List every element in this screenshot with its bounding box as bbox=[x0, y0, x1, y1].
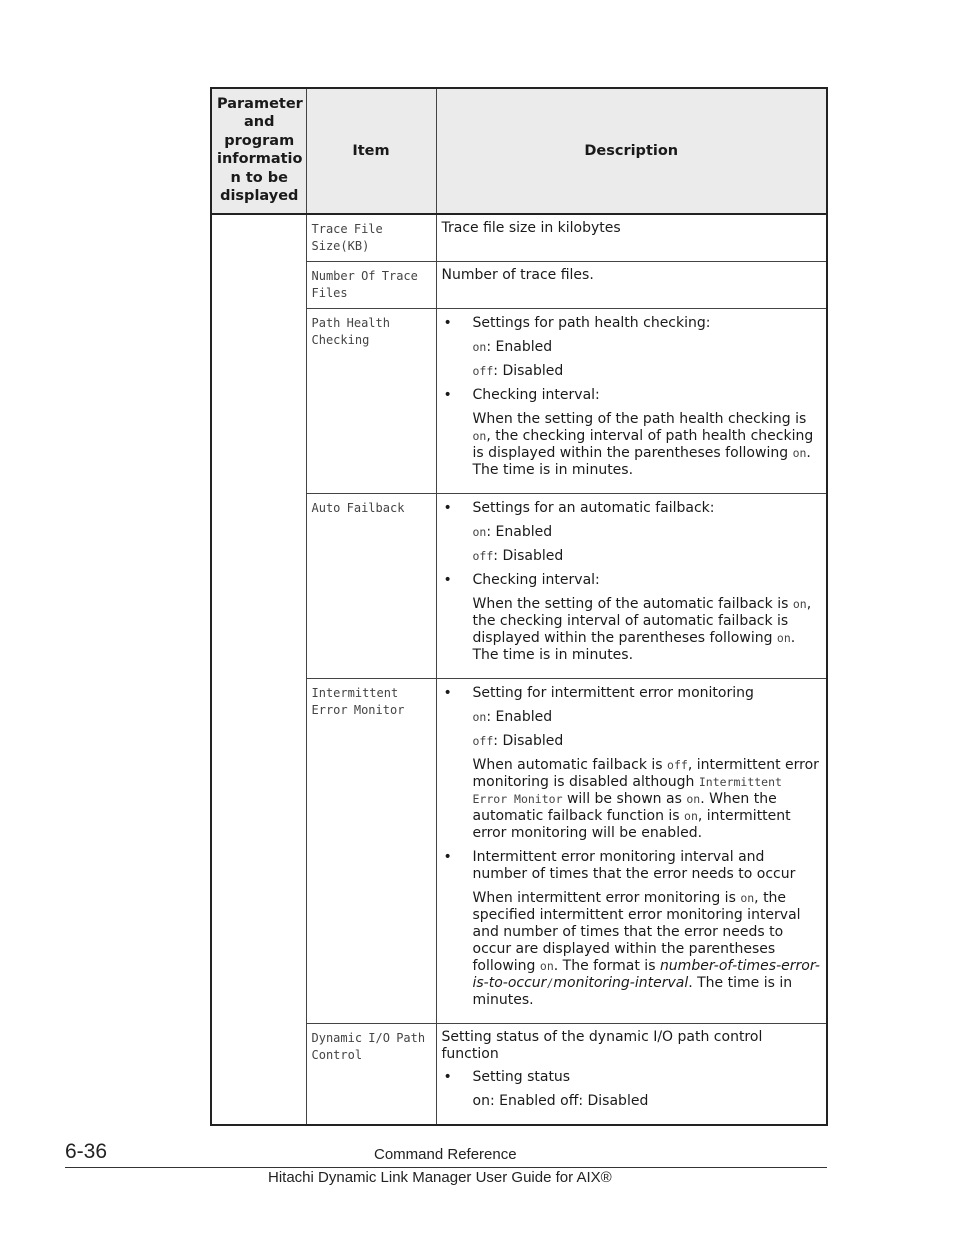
description-cell bbox=[436, 262, 827, 309]
enabled-value: on: Enabled bbox=[472, 524, 553, 540]
bullet-dot: • bbox=[443, 315, 452, 331]
item-cell: Path Health Checking bbox=[306, 309, 436, 494]
note-text: When the setting of the automatic failback is on, the checking interval of automatic failback is displayed within the parentheses following on. The time is in minutes. bbox=[472, 596, 812, 663]
note-text: When automatic failback is off, intermittent error monitoring is disabled although Intermittent Error Monitor will be shown as on. When the automatic failback function is on, intermittent error monitoring will be enabled. bbox=[472, 757, 819, 841]
note-text: When intermittent error monitoring is on, the specified intermittent error monitoring interval and number of times that the error needs to occur are displayed within the parentheses following on. The format is number-of-times-error-is-to-occur/monitoring-interval. The time is in minutes. bbox=[472, 890, 820, 1008]
disabled-value: off: Disabled bbox=[472, 363, 564, 379]
disabled-value: off: Disabled bbox=[472, 548, 564, 564]
bullet-item: • Intermittent error monitoring interval and number of times that the error needs to occur bbox=[443, 849, 796, 882]
table-header-row bbox=[211, 88, 827, 214]
item-cell: Trace File Size(KB) bbox=[306, 214, 436, 262]
page-number: 6-36 bbox=[65, 1140, 108, 1163]
note-text: When the setting of the path health checking is on, the checking interval of path health checking is displayed within the parentheses following on. The time is in minutes. bbox=[472, 411, 814, 478]
description-cell bbox=[436, 494, 827, 679]
footer-divider bbox=[65, 1167, 827, 1168]
status-values: on: Enabled off: Disabled bbox=[472, 1093, 649, 1109]
bullet-item: • Checking interval: bbox=[443, 387, 600, 403]
bullet-item: • Setting for intermittent error monitoring bbox=[443, 685, 754, 701]
description-text: Setting status of the dynamic I/O path control function bbox=[441, 1029, 763, 1062]
table-row bbox=[211, 214, 827, 262]
parameter-cell bbox=[211, 214, 306, 1125]
enabled-value: on: Enabled bbox=[472, 709, 553, 725]
enabled-value: on: Enabled bbox=[472, 339, 553, 355]
description-cell bbox=[436, 679, 827, 1024]
bullet-item: • Settings for an automatic failback: bbox=[443, 500, 715, 516]
item-cell: Auto Failback bbox=[306, 494, 436, 679]
description-cell bbox=[436, 309, 827, 494]
bullet-item: • Setting status bbox=[443, 1069, 571, 1085]
item-cell: Number Of Trace Files bbox=[306, 262, 436, 309]
bullet-item: • Checking interval: bbox=[443, 572, 600, 588]
item-cell: Intermittent Error Monitor bbox=[306, 679, 436, 1024]
description-cell bbox=[436, 214, 827, 262]
description-text: Number of trace files. bbox=[441, 267, 594, 283]
header-parameter: Parameter and program informatio n to be displayed bbox=[211, 88, 306, 214]
parameter-table bbox=[210, 87, 828, 1126]
bullet-dot: • bbox=[443, 500, 452, 516]
header-item: Item bbox=[306, 88, 436, 214]
guide-title: Hitachi Dynamic Link Manager User Guide for AIX® bbox=[268, 1169, 612, 1186]
description-cell bbox=[436, 1024, 827, 1126]
header-description: Description bbox=[436, 88, 827, 214]
bullet-item: • Settings for path health checking: bbox=[443, 315, 711, 331]
bullet-dot: • bbox=[443, 1069, 452, 1085]
disabled-value: off: Disabled bbox=[472, 733, 564, 749]
bullet-dot: • bbox=[443, 685, 452, 701]
section-title: Command Reference bbox=[374, 1146, 517, 1163]
description-text: Trace file size in kilobytes bbox=[441, 220, 621, 236]
item-cell: Dynamic I/O Path Control bbox=[306, 1024, 436, 1126]
bullet-dot: • bbox=[443, 849, 452, 865]
bullet-dot: • bbox=[443, 387, 452, 403]
bullet-dot: • bbox=[443, 572, 452, 588]
